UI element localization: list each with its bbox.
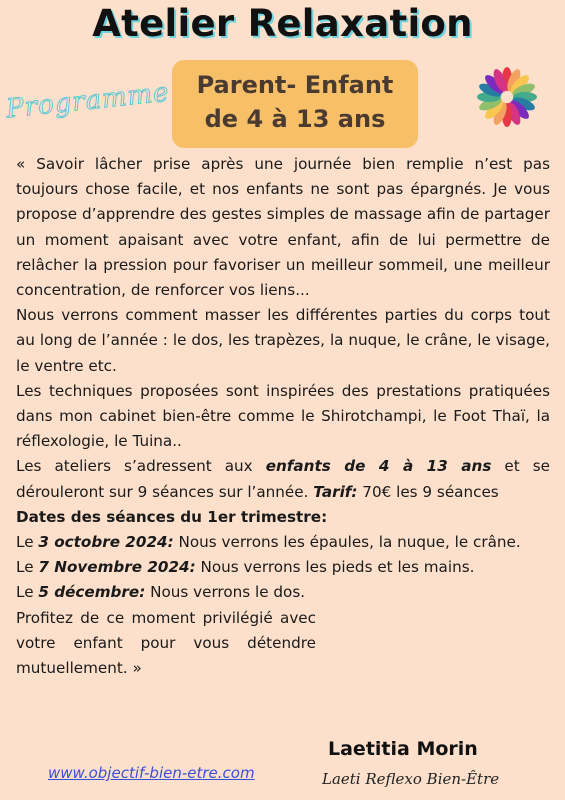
mandala-icon xyxy=(474,64,540,130)
audience-text-a: Les ateliers s’adressent aux xyxy=(16,457,266,476)
audience-badge xyxy=(172,60,418,148)
signature-name: Laetitia Morin xyxy=(328,738,478,760)
date-1-desc: Nous verrons les épaules, la nuque, le crâne. xyxy=(173,533,521,552)
date-item-1 xyxy=(16,530,550,555)
badge-line-1: Parent- Enfant xyxy=(196,71,394,99)
techniques-paragraph: Les techniques proposées sont inspirées des prestations pratiquées dans mon cabinet bien-être comme le Shirotchampi, le Foot Thaï, la réflexologie, le Tuina.. xyxy=(16,381,550,451)
mandala-center xyxy=(501,91,513,103)
audience-text-c: et se dérouleront sur 9 séances sur l’année. xyxy=(16,457,550,501)
date-1-prefix: Le xyxy=(16,533,39,552)
badge-line-2: de 4 à 13 ans xyxy=(204,105,386,133)
age-range-emphasis: enfants de 4 à 13 ans xyxy=(265,457,492,476)
date-3-prefix: Le xyxy=(16,583,39,602)
intro-paragraph: « Savoir lâcher prise après une journée bien remplie n’est pas toujours chose facile, et nos enfants ne sont pas épargnés. Je vous propose d’apprendre des gestes simples de massage afin de partager un moment apaisant avec votre enfant, afin de lui permettre de relâcher la pression pour favoriser un meilleur sommeil, une meilleur concentration, de renforcer vos liens... xyxy=(16,155,550,300)
date-1: 3 octobre 2024: xyxy=(38,533,174,552)
website-link[interactable]: www.objectif-bien-etre.com xyxy=(48,764,255,782)
date-item-3 xyxy=(16,580,550,605)
program-description xyxy=(16,152,550,681)
page-title: Atelier Relaxation xyxy=(92,2,473,45)
dates-heading-text: Dates des séances du 1er trimestre: xyxy=(16,507,328,526)
dates-heading xyxy=(16,505,550,530)
closing-paragraph: Profitez de ce moment privilégié avec votre enfant pour vous détendre mutuellement. » xyxy=(16,608,316,678)
tarif-label: Tarif: xyxy=(313,482,358,501)
programme-label: Programme xyxy=(4,77,171,125)
date-item-2 xyxy=(16,555,550,580)
tarif-value: 70€ les 9 séances xyxy=(357,482,499,501)
audience-paragraph xyxy=(16,454,550,504)
date-2: 7 Novembre 2024: xyxy=(38,558,196,577)
body-parts-paragraph: Nous verrons comment masser les différentes parties du corps tout au long de l’année : le dos, les trapèzes, la nuque, le crâne, le visage, le ventre etc. xyxy=(16,306,550,375)
business-name: Laeti Reflexo Bien-Être xyxy=(322,770,500,788)
date-2-prefix: Le xyxy=(16,558,39,577)
date-2-desc: Nous verrons les pieds et les mains. xyxy=(195,558,475,577)
date-3-desc: Nous verrons le dos. xyxy=(145,583,306,602)
date-3: 5 décembre: xyxy=(38,583,146,602)
